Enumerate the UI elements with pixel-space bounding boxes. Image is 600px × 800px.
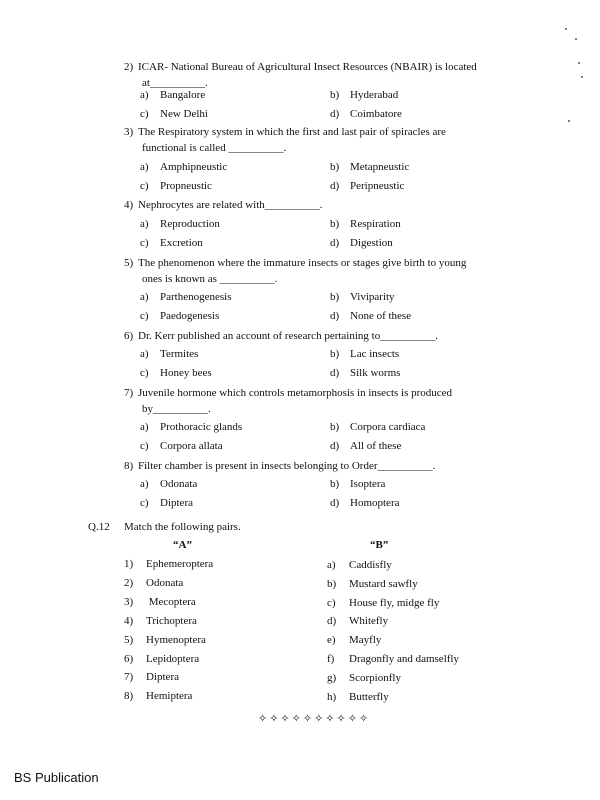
option-c: c) Corpora allata	[140, 440, 223, 452]
option-c: c) Excretion	[140, 237, 203, 249]
column-a-item: 6) Lepidoptera	[124, 653, 200, 665]
option-b: b) Hyderabad	[330, 89, 399, 101]
question-stem-line2: functional is called __________.	[142, 142, 287, 154]
match-question-number: Q.12	[88, 521, 110, 533]
question-3	[126, 124, 526, 156]
question-stem	[126, 255, 526, 287]
option-d: d) Peripneustic	[330, 180, 405, 192]
column-b-item: d) Whitefly	[327, 615, 389, 627]
question-stem	[126, 59, 526, 91]
column-b-item: a) Caddisfly	[327, 559, 392, 571]
column-a-item: 3) Mecoptera	[124, 596, 196, 608]
question-stem	[126, 328, 526, 344]
option-a: a) Termites	[140, 348, 199, 360]
question-number: 4)	[124, 199, 134, 211]
column-b-item: e) Mayfly	[327, 634, 382, 646]
publisher-footer: BS Publication	[14, 770, 99, 785]
question-5	[126, 255, 526, 287]
question-number: 8)	[124, 460, 134, 472]
question-stem-line1: Filter chamber is present in insects belonging to Order__________.	[138, 460, 436, 472]
scan-speck	[575, 38, 577, 40]
option-a: a) Odonata	[140, 478, 198, 490]
question-6	[126, 328, 526, 344]
section-divider-stars: ✧✧✧✧✧✧✧✧✧✧	[258, 713, 371, 725]
option-a: a) Reproduction	[140, 218, 220, 230]
scan-speck	[578, 62, 580, 64]
column-a-item: 4) Trichoptera	[124, 615, 197, 627]
question-stem-line1: Nephrocytes are related with__________.	[138, 199, 323, 211]
column-a-item: 1) Ephemeroptera	[124, 558, 214, 570]
column-a-item: 8) Hemiptera	[124, 690, 193, 702]
question-number: 2)	[124, 61, 134, 73]
question-stem	[126, 124, 526, 156]
option-d: d) Silk worms	[330, 367, 401, 379]
scan-speck	[565, 28, 567, 30]
option-b: b) Metapneustic	[330, 161, 410, 173]
option-a: a) Parthenogenesis	[140, 291, 232, 303]
question-stem-line2: ones is known as __________.	[142, 273, 278, 285]
option-b: b) Isoptera	[330, 478, 386, 490]
column-b-item: f) Dragonfly and damselfly	[327, 653, 459, 665]
question-stem-line1: ICAR- National Bureau of Agricultural Insect Resources (NBAIR) is located	[138, 61, 477, 73]
column-a-item: 7) Diptera	[124, 671, 179, 683]
option-a: a) Amphipneustic	[140, 161, 228, 173]
column-a-item: 5) Hymenoptera	[124, 634, 206, 646]
question-stem-line1: Juvenile hormone which controls metamorphosis in insects is produced	[138, 387, 453, 399]
column-a-item: 2) Odonata	[124, 577, 184, 589]
column-b-item: g) Scorpionfly	[327, 672, 401, 684]
option-b: b) Lac insects	[330, 348, 400, 360]
option-c: c) Paedogenesis	[140, 310, 220, 322]
option-a: a) Prothoracic glands	[140, 421, 243, 433]
column-b-item: c) House fly, midge fly	[327, 597, 440, 609]
question-stem	[126, 385, 526, 417]
option-a: a) Bangalore	[140, 89, 206, 101]
option-d: d) Digestion	[330, 237, 393, 249]
option-b: b) Respiration	[330, 218, 401, 230]
question-stem-line1: The phenomenon where the immature insects or stages give birth to young	[138, 257, 467, 269]
question-number: 6)	[124, 330, 134, 342]
column-b-item: b) Mustard sawfly	[327, 578, 418, 590]
option-c: c) New Delhi	[140, 108, 208, 120]
question-2	[126, 59, 526, 91]
option-d: d) Coimbatore	[330, 108, 402, 120]
option-d: d) All of these	[330, 440, 402, 452]
question-stem-line2: by__________.	[142, 403, 211, 415]
question-4	[126, 197, 526, 213]
question-number: 5)	[124, 257, 134, 269]
question-number: 7)	[124, 387, 134, 399]
question-number: 3)	[124, 126, 134, 138]
question-stem	[126, 458, 526, 474]
column-b-heading: “B”	[370, 539, 389, 551]
scan-speck	[568, 120, 570, 122]
scan-speck	[581, 76, 583, 78]
option-b: b) Corpora cardiaca	[330, 421, 426, 433]
question-stem-line1: The Respiratory system in which the first and last pair of spiracles are	[138, 126, 446, 138]
option-b: b) Viviparity	[330, 291, 395, 303]
match-instruction: Match the following pairs.	[124, 521, 241, 533]
question-stem-line1: Dr. Kerr published an account of research pertaining to__________.	[138, 330, 438, 342]
question-7	[126, 385, 526, 417]
option-c: c) Propneustic	[140, 180, 212, 192]
option-c: c) Honey bees	[140, 367, 212, 379]
option-d: d) None of these	[330, 310, 412, 322]
question-stem	[126, 197, 526, 213]
option-d: d) Homoptera	[330, 497, 400, 509]
column-b-item: h) Butterfly	[327, 691, 389, 703]
column-a-heading: “A”	[173, 539, 192, 551]
question-8	[126, 458, 526, 474]
question-stem-line2: at__________.	[142, 77, 208, 89]
option-c: c) Diptera	[140, 497, 193, 509]
